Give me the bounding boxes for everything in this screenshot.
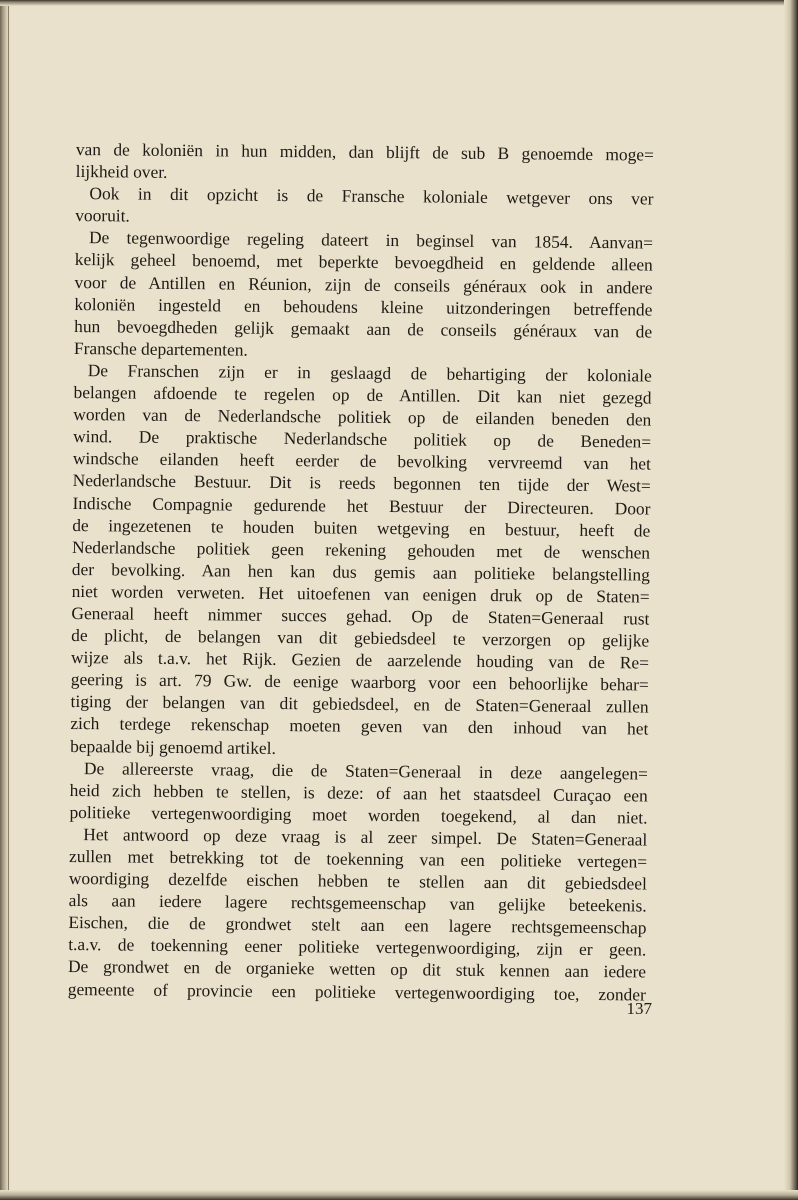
text-line: vooruit.	[75, 205, 130, 226]
text-line: windsche eilanden heeft eerder de bevolking vervreemd van het	[72, 448, 651, 474]
text-line: De tegenwoordige regeling dateert in beginsel van 1854. Aanvan=	[88, 227, 654, 253]
binding-line	[8, 0, 9, 1200]
text-line: de plicht, de belangen van dit gebiedsdeel te verzorgen op gelijke	[71, 625, 650, 651]
text-line: Generaal heeft nimmer succes gehad. Op de Staten=Generaal rust	[71, 602, 650, 629]
text-line: zich terdege rekenschap moeten geven van den inhoud van het	[70, 713, 649, 739]
text-line: de ingezetenen te houden buiten wetgeving en bestuur, heeft de	[72, 514, 651, 541]
text-line: tiging der belangen van dit gebiedsdeel, en de Staten=Generaal zullen	[70, 691, 649, 717]
text-line: wind. De praktische Nederlandsche politiek op de Beneden=	[73, 426, 652, 452]
text-line: heid zich hebben te stellen, is deze: of aan het staatsdeel Curaçao een	[69, 779, 648, 806]
text-line: woordiging dezelfde eischen hebben te stellen aan dit gebiedsdeel	[68, 868, 647, 894]
text-line: van de koloniën in hun midden, dan blijft de sub B genoemde moge=	[75, 138, 654, 165]
text-line: politieke vertegenwoordiging moet worden toegekend, al dan niet.	[69, 801, 648, 828]
text-line: geering is art. 79 Gw. de eenige waarborg voor een behoorlijke behar=	[70, 669, 649, 695]
text-line: bepaalde bij genoemd artikel.	[70, 735, 276, 758]
text-line: Het antwoord op deze vraag is al zeer simpel. De Staten=Generaal	[83, 824, 648, 850]
text-line: Ook in dit opzicht is de Fransche koloniale wetgever ons ver	[89, 183, 654, 209]
top-page-edge	[0, 0, 798, 6]
text-line: zullen met betrekking tot de toekenning van een politieke vertegen=	[69, 845, 648, 872]
text-line: worden van de Nederlandsche politiek op de eilanden beneden den	[73, 404, 652, 430]
text-line: voor de Antillen en Réunion, zijn de conseils généraux ook in andere	[74, 271, 653, 298]
text-line: t.a.v. de toekenning eener politieke vertegenwoordiging, zijn er geen.	[68, 934, 647, 960]
bottom-page-edge	[0, 1190, 798, 1200]
text-line: Nederlandsche Bestuur. Dit is reeds begonnen ten tijde der West=	[72, 470, 651, 496]
text-line: wijze als t.a.v. het Rijk. Gezien de aarzelende houding van de Re=	[70, 647, 650, 673]
text-line: lijkheid over.	[75, 161, 168, 182]
text-line: Nederlandsche politiek geen rekening gehouden met de wenschen	[71, 536, 651, 563]
body-text	[68, 138, 654, 1005]
text-line: niet worden verweten. Het uitoefenen van eenigen druk op de Staten=	[71, 580, 650, 607]
text-line: der bevolking. Aan hen kan dus gemis aan politieke belangstelling	[71, 558, 650, 585]
text-line: Eischen, die de grondwet stelt aan een lagere rechtsgemeenschap	[68, 912, 647, 938]
text-line: gemeente of provincie een politieke vertegenwoordiging toe, zonder	[67, 978, 646, 1005]
text-line: De allereerste vraag, die de Staten=Generaal in deze aangelegen=	[83, 757, 649, 784]
text-line: kelijk geheel benoemd, met beperkte bevoegdheid en geldende alleen	[74, 249, 653, 276]
text-line: Indische Compagnie gedurende het Bestuur der Directeuren. Door	[72, 492, 651, 519]
right-page-edge	[784, 0, 798, 1200]
text-line: De Franschen zijn er in geslaagd de behartiging der koloniale	[87, 360, 652, 386]
text-line: belangen afdoende te regelen op de Antillen. Dit kan niet gezegd	[73, 382, 652, 408]
text-line: koloniën ingesteld en behoudens kleine uitzonderingen betreffende	[74, 293, 653, 320]
text-line: als aan iedere lagere rechtsgemeenschap van gelijke beteekenis.	[68, 890, 647, 916]
text-line: De grondwet en de organieke wetten op dit stuk kennen aan iedere	[67, 956, 647, 982]
text-line: Fransche departementen.	[73, 337, 248, 360]
page-number: 137	[626, 999, 652, 1018]
text-line: hun bevoegdheden gelijk gemaakt aan de conseils généraux van de	[74, 315, 653, 342]
